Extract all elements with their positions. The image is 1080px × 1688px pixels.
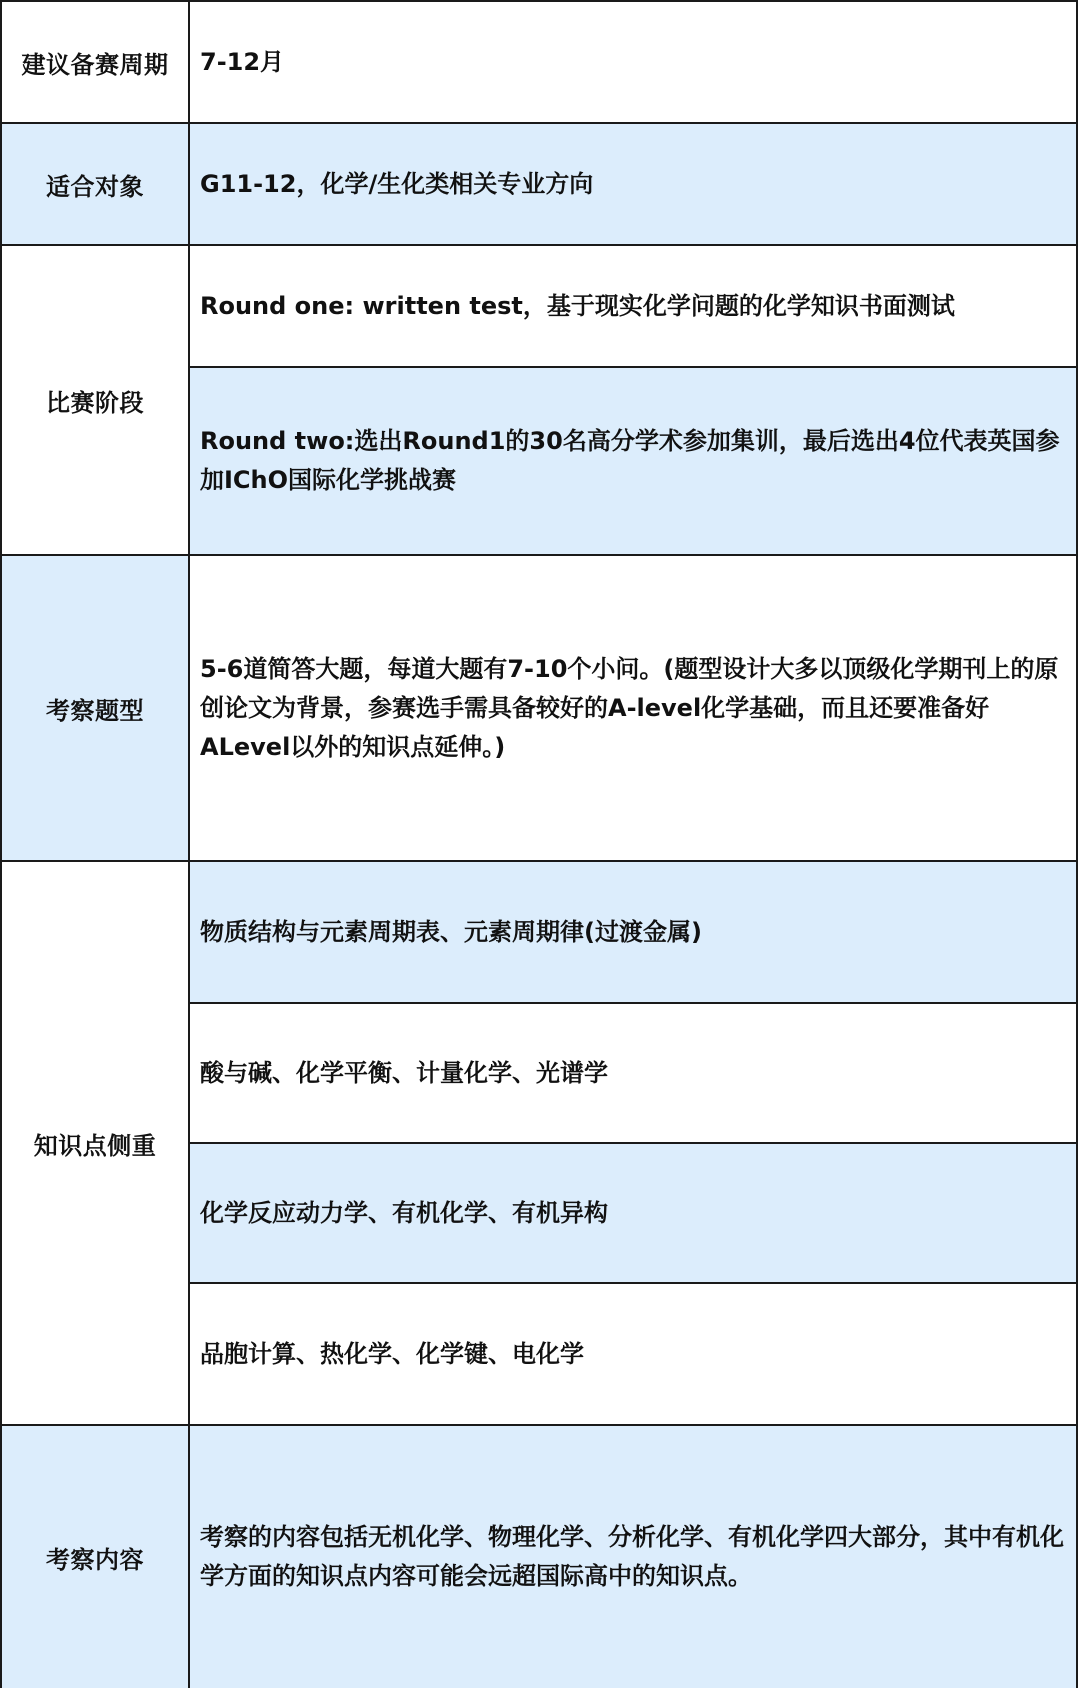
cell-text: 考察的内容包括无机化学、物理化学、分析化学、有机化学四大部分，其中有机化学方面的知识点内容可能会远超国际高中的知识点。 (200, 1523, 1064, 1590)
row-label: 考察内容 (2, 1426, 190, 1688)
table-cell (190, 1002, 1076, 1142)
table-row-exam-content (2, 1424, 1076, 1688)
row-label: 知识点侧重 (2, 862, 190, 1424)
row-label: 建议备赛周期 (2, 2, 190, 122)
table-cell (190, 1142, 1076, 1282)
cell-text: Round one: written test，基于现实化学问题的化学知识书面测试 (200, 291, 955, 320)
table-row-knowledge-focus (2, 860, 1076, 1424)
table-row-question-types (2, 554, 1076, 860)
cell-text: 酸与碱、化学平衡、计量化学、光谱学 (200, 1058, 608, 1087)
table-row-prep-period (2, 0, 1076, 122)
cell-text: Round two:选出Round1的30名高分学术参加集训，最后选出4位代表英国参加IChO国际化学挑战赛 (200, 427, 1060, 494)
table-cell (190, 2, 1076, 122)
table-cell (190, 366, 1076, 554)
cell-text: 7-12月 (200, 47, 285, 76)
row-label: 比赛阶段 (2, 246, 190, 554)
cell-text: 化学反应动力学、有机化学、有机异构 (200, 1198, 608, 1227)
cell-text: 物质结构与元素周期表、元素周期律(过渡金属) (200, 917, 702, 946)
table-cell (190, 862, 1076, 1002)
table-row-competition-stages (2, 244, 1076, 554)
cell-text: 5-6道简答大题，每道大题有7-10个小问。(题型设计大多以顶级化学期刊上的原创论文为背景，参赛选手需具备较好的A-level化学基础，而且还要准备好ALevel以外的知识点延伸。) (200, 654, 1059, 761)
table-cell (190, 246, 1076, 366)
table-cell (190, 1282, 1076, 1424)
table-cell (190, 124, 1076, 244)
row-label: 考察题型 (2, 556, 190, 860)
table-cell (190, 556, 1076, 860)
table-row-target-students (2, 122, 1076, 244)
row-label: 适合对象 (2, 124, 190, 244)
cell-text: G11-12，化学/生化类相关专业方向 (200, 169, 594, 198)
table-cell (190, 1426, 1076, 1688)
cell-text: 品胞计算、热化学、化学键、电化学 (200, 1339, 584, 1368)
